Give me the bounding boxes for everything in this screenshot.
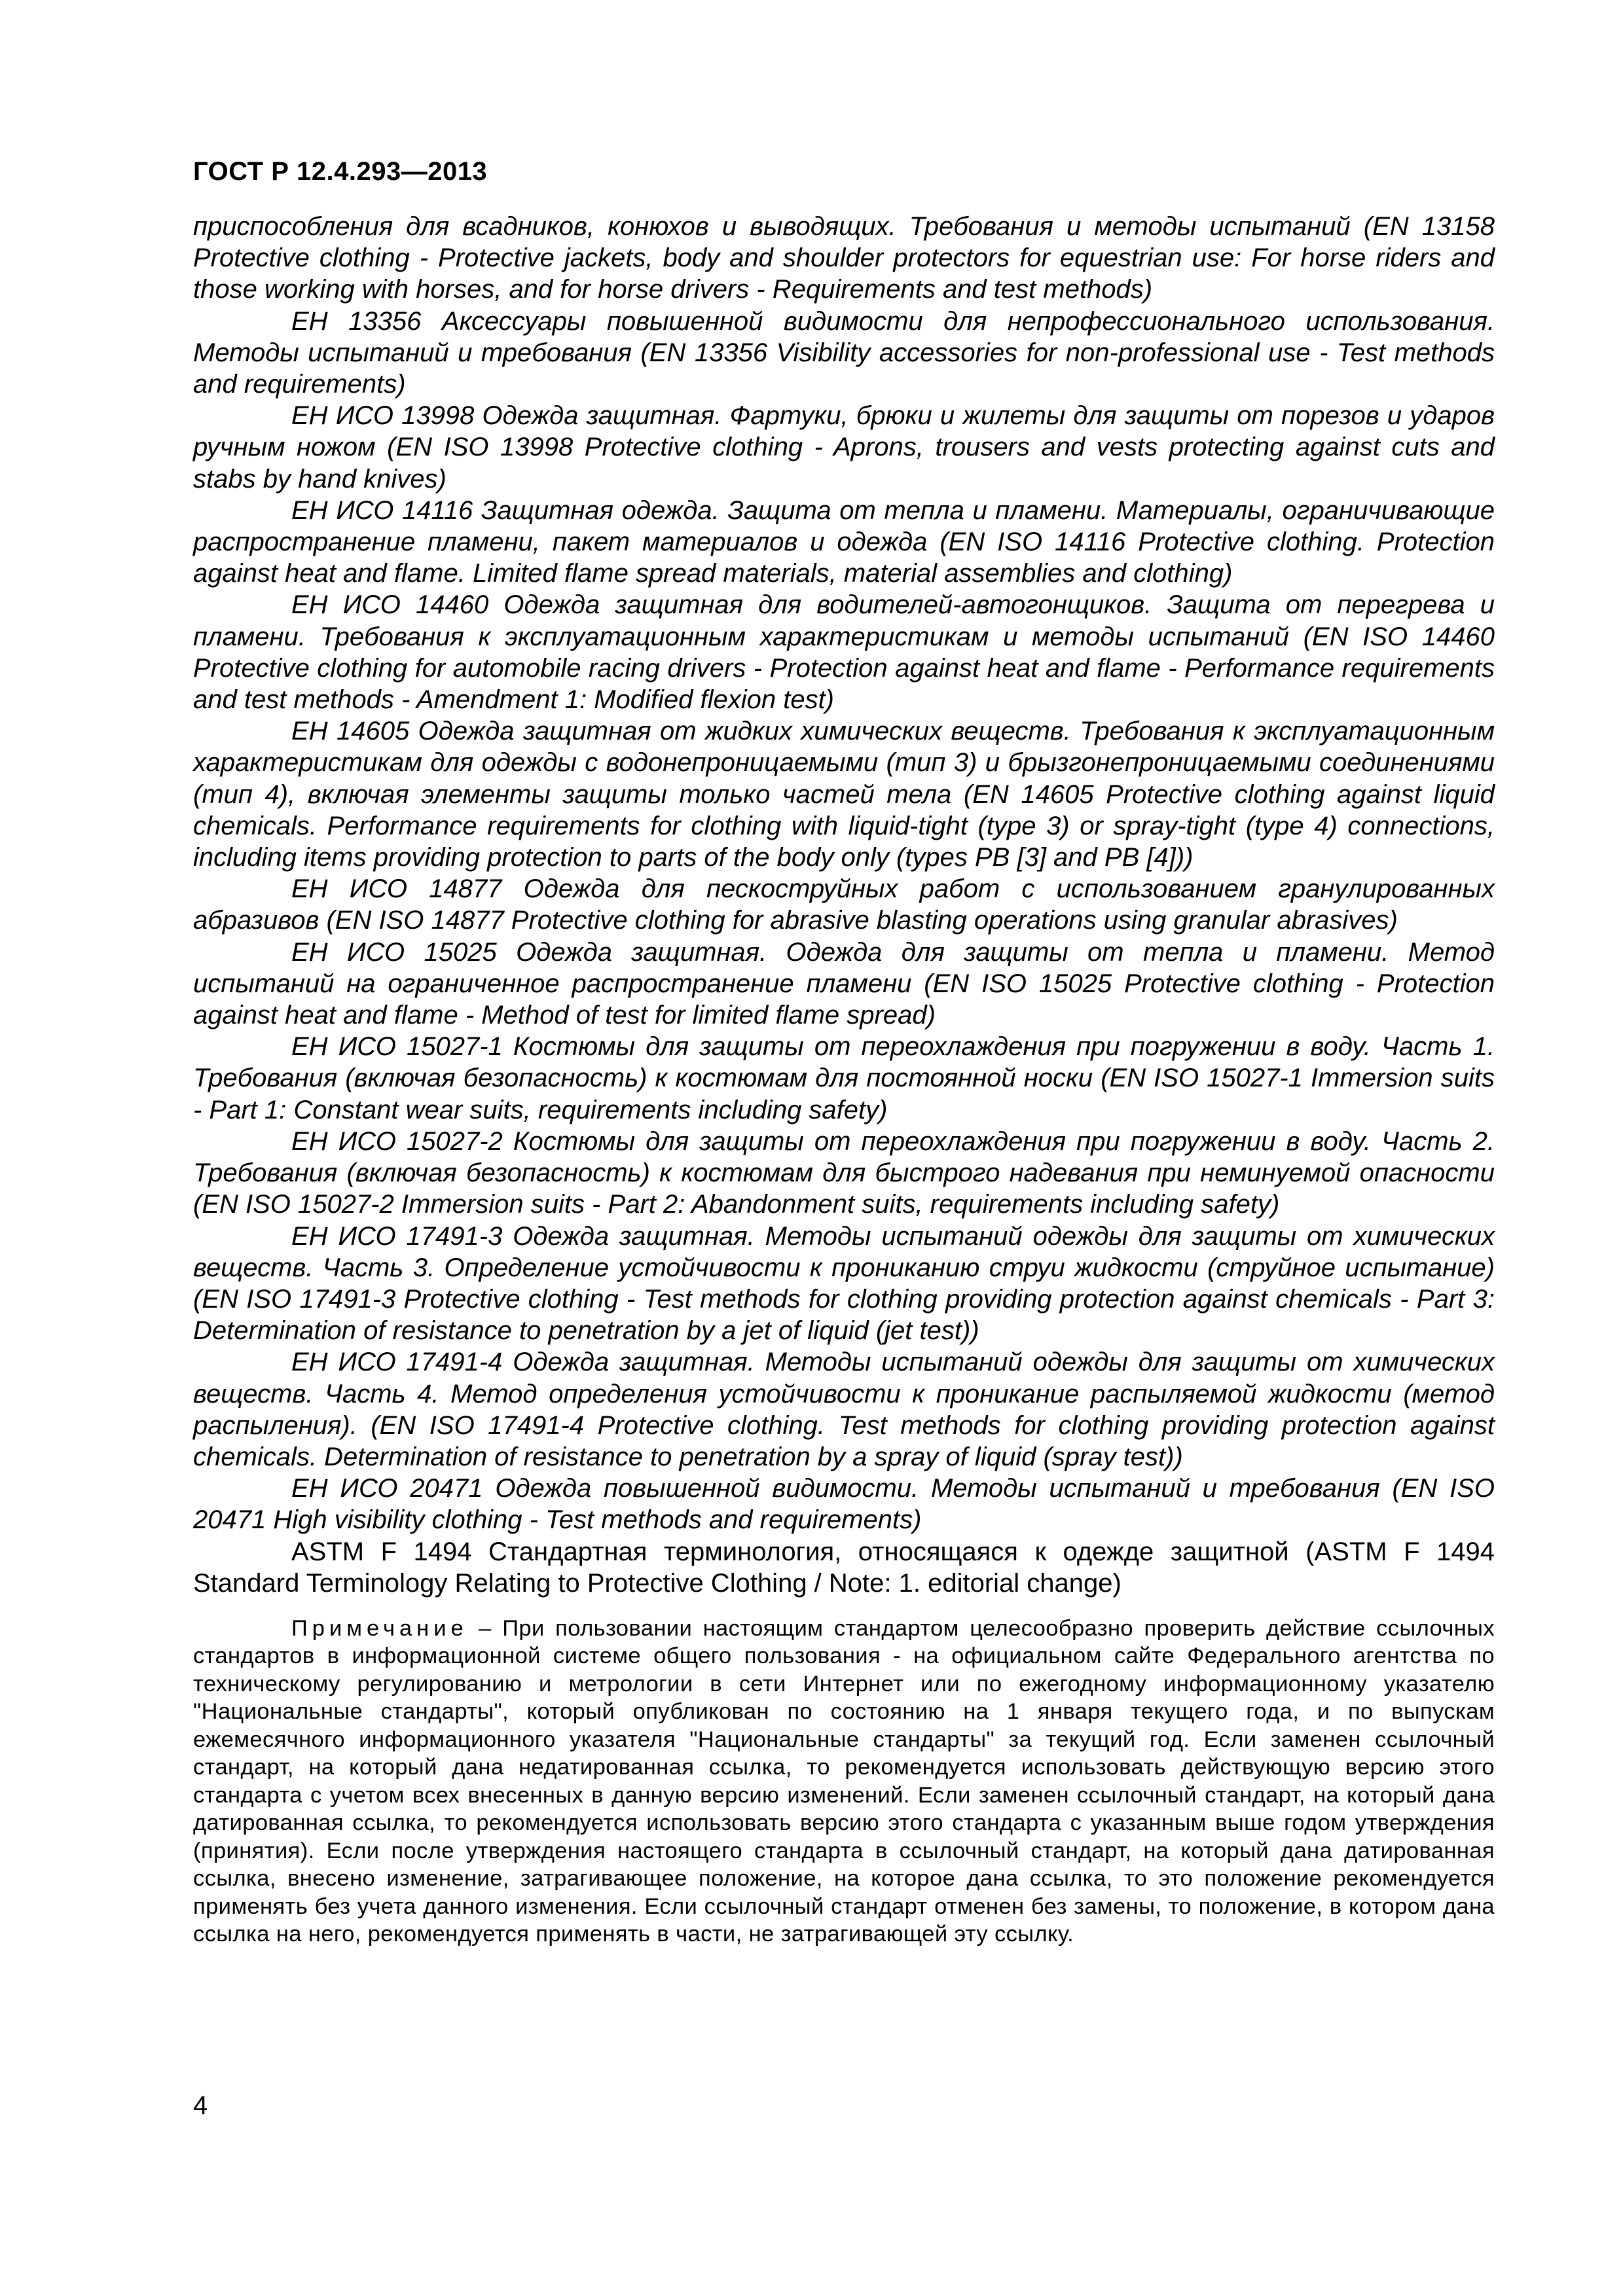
note-text: – При пользовании настоящим стандартом целесообразно проверить действие ссылочных стандартов в информационной системе общего пользования - на официальном сайте Федерального агентства по техническому регулированию и метрологии в сети Интернет или по ежегодному информационному указателю "Национальные стандарты", который опубликован по состоянию на 1 января текущего года, и по выпускам ежемесячного информационного указателя "Национальные стандарты" за текущий год. Если заменен ссылочный стандарт, на который дана недатированная ссылка, то рекомендуется использовать действующую версию этого стандарта с учетом всех внесенных в данную версию изменений. Если заменен ссылочный стандарт, на который дана датированная ссылка, то рекомендуется использовать версию этого стандарта с указанным выше годом утверждения (принятия). Если после утверждения настоящего стандарта в ссылочный стандарт, на который дана датированная ссылка, внесено изменение, затрагивающее положение, на которое дана ссылка, то это положение рекомендуется применять без учета данного изменения. Если ссылочный стандарт отменен без замены, то положение, в котором дана ссылка на него, рекомендуется применять в части, не затрагивающей эту ссылку. bbox=[193, 1615, 1495, 1947]
page-number: 4 bbox=[193, 2091, 208, 2120]
reference-entry-en-iso-15027-1: ЕН ИСО 15027-1 Костюмы для защиты от переохлаждения при погружении в воду. Часть 1. Требования (включая безопасность) к костюмам для постоянной носки (EN ISO 15027-1 Immersion suits - Part 1: Constant wear suits, requirements including safety) bbox=[193, 1032, 1495, 1124]
reference-entry-en-iso-15027-2: ЕН ИСО 15027-2 Костюмы для защиты от переохлаждения при погружении в воду. Часть 2. Требования (включая безопасность) к костюмам для быстрого надевания при неминуемой опасности (EN ISO 15027-2 Immersion suits - Part 2: Abandonment suits, requirements including safety) bbox=[193, 1126, 1495, 1219]
note-paragraph bbox=[193, 1615, 1495, 1948]
reference-entry-en-iso-15025: ЕН ИСО 15025 Одежда защитная. Одежда для защиты от тепла и пламени. Метод испытаний на ограниченное распространение пламени (EN ISO 15025 Protective clothing - Protection against heat and flame - Method of test for limited flame spread) bbox=[193, 937, 1495, 1030]
reference-entry-en-iso-20471: ЕН ИСО 20471 Одежда повышенной видимости. Методы испытаний и требования (EN ISO 20471 High visibility clothing - Test methods and requirements) bbox=[193, 1474, 1495, 1535]
note-label: Примечание bbox=[291, 1615, 468, 1641]
reference-entry-en-13356: ЕН 13356 Аксессуары повышенной видимости для непрофессионального использования. Методы испытаний и требования (EN 13356 Visibility accessories for non-professional use - Test methods and requirements) bbox=[193, 306, 1495, 399]
reference-entry-en-iso-14116: ЕН ИСО 14116 Защитная одежда. Защита от тепла и пламени. Материалы, ограничивающие распространение пламени, пакет материалов и одежда (EN ISO 14116 Protective clothing. Protection against heat and flame. Limited flame spread materials, material assemblies and clothing) bbox=[193, 495, 1495, 588]
reference-entry-en-14605: ЕН 14605 Одежда защитная от жидких химических веществ. Требования к эксплуатационным характеристикам для одежды с водонепроницаемыми (тип 3) и брызгонепроницаемыми соединениями (тип 4), включая элементы защиты только частей тела (EN 14605 Protective clothing against liquid chemicals. Performance requirements for clothing with liquid-tight (type 3) or spray-tight (type 4) connections, including items providing protection to parts of the body only (types PB [3] and PB [4])) bbox=[193, 717, 1495, 872]
reference-entry-en-iso-17491-3: ЕН ИСО 17491-3 Одежда защитная. Методы испытаний одежды для защиты от химических веществ. Часть 3. Определение устойчивости к прониканию струи жидкости (струйное испытание) (EN ISO 17491-3 Protective clothing - Test methods for clothing providing protection against chemicals - Part 3: Determination of resistance to penetration by a jet of liquid (jet test)) bbox=[193, 1221, 1495, 1346]
document-header: ГОСТ Р 12.4.293—2013 bbox=[193, 157, 488, 186]
reference-entry-en-iso-14877: ЕН ИСО 14877 Одежда для пескоструйных работ с использованием гранулированных абразивов (EN ISO 14877 Protective clothing for abrasive blasting operations using granular abrasives) bbox=[193, 874, 1495, 935]
reference-entry-en-iso-17491-4: ЕН ИСО 17491-4 Одежда защитная. Методы испытаний одежды для защиты от химических веществ. Часть 4. Метод определения устойчивости к проникание распыляемой жидкости (метод распыления). (EN ISO 17491-4 Protective clothing. Test methods for clothing providing protection against chemicals. Determination of resistance to penetration by a spray of liquid (spray test)) bbox=[193, 1348, 1495, 1471]
reference-entry-astm-f-1494: ASTM F 1494 Стандартная терминология, относящаяся к одежде защитной (ASTM F 1494 Standard Terminology Relating to Protective Clothing / Note: 1. editorial change) bbox=[193, 1537, 1495, 1598]
reference-entry-continuation: приспособления для всадников, конюхов и выводящих. Требования и методы испытаний (EN 13158 Protective clothing - Protective jackets, body and shoulder protectors for equestrian use: For horse riders and those working with horses, and for horse drivers - Requirements and test methods) bbox=[193, 212, 1495, 304]
document-body bbox=[193, 211, 1495, 1971]
reference-entry-en-iso-14460: ЕН ИСО 14460 Одежда защитная для водителей-автогонщиков. Защита от перегрева и пламени. Требования к эксплуатационным характеристикам и методы испытаний (EN ISO 14460 Protective clothing for automobile racing drivers - Protection against heat and flame - Performance requirements and test methods - Amendment 1: Modified flexion test) bbox=[193, 590, 1495, 715]
reference-entry-en-iso-13998: ЕН ИСО 13998 Одежда защитная. Фартуки, брюки и жилеты для защиты от порезов и ударов ручным ножом (EN ISO 13998 Protective clothing - Aprons, trousers and vests protecting against cuts and stabs by hand knives) bbox=[193, 401, 1495, 493]
